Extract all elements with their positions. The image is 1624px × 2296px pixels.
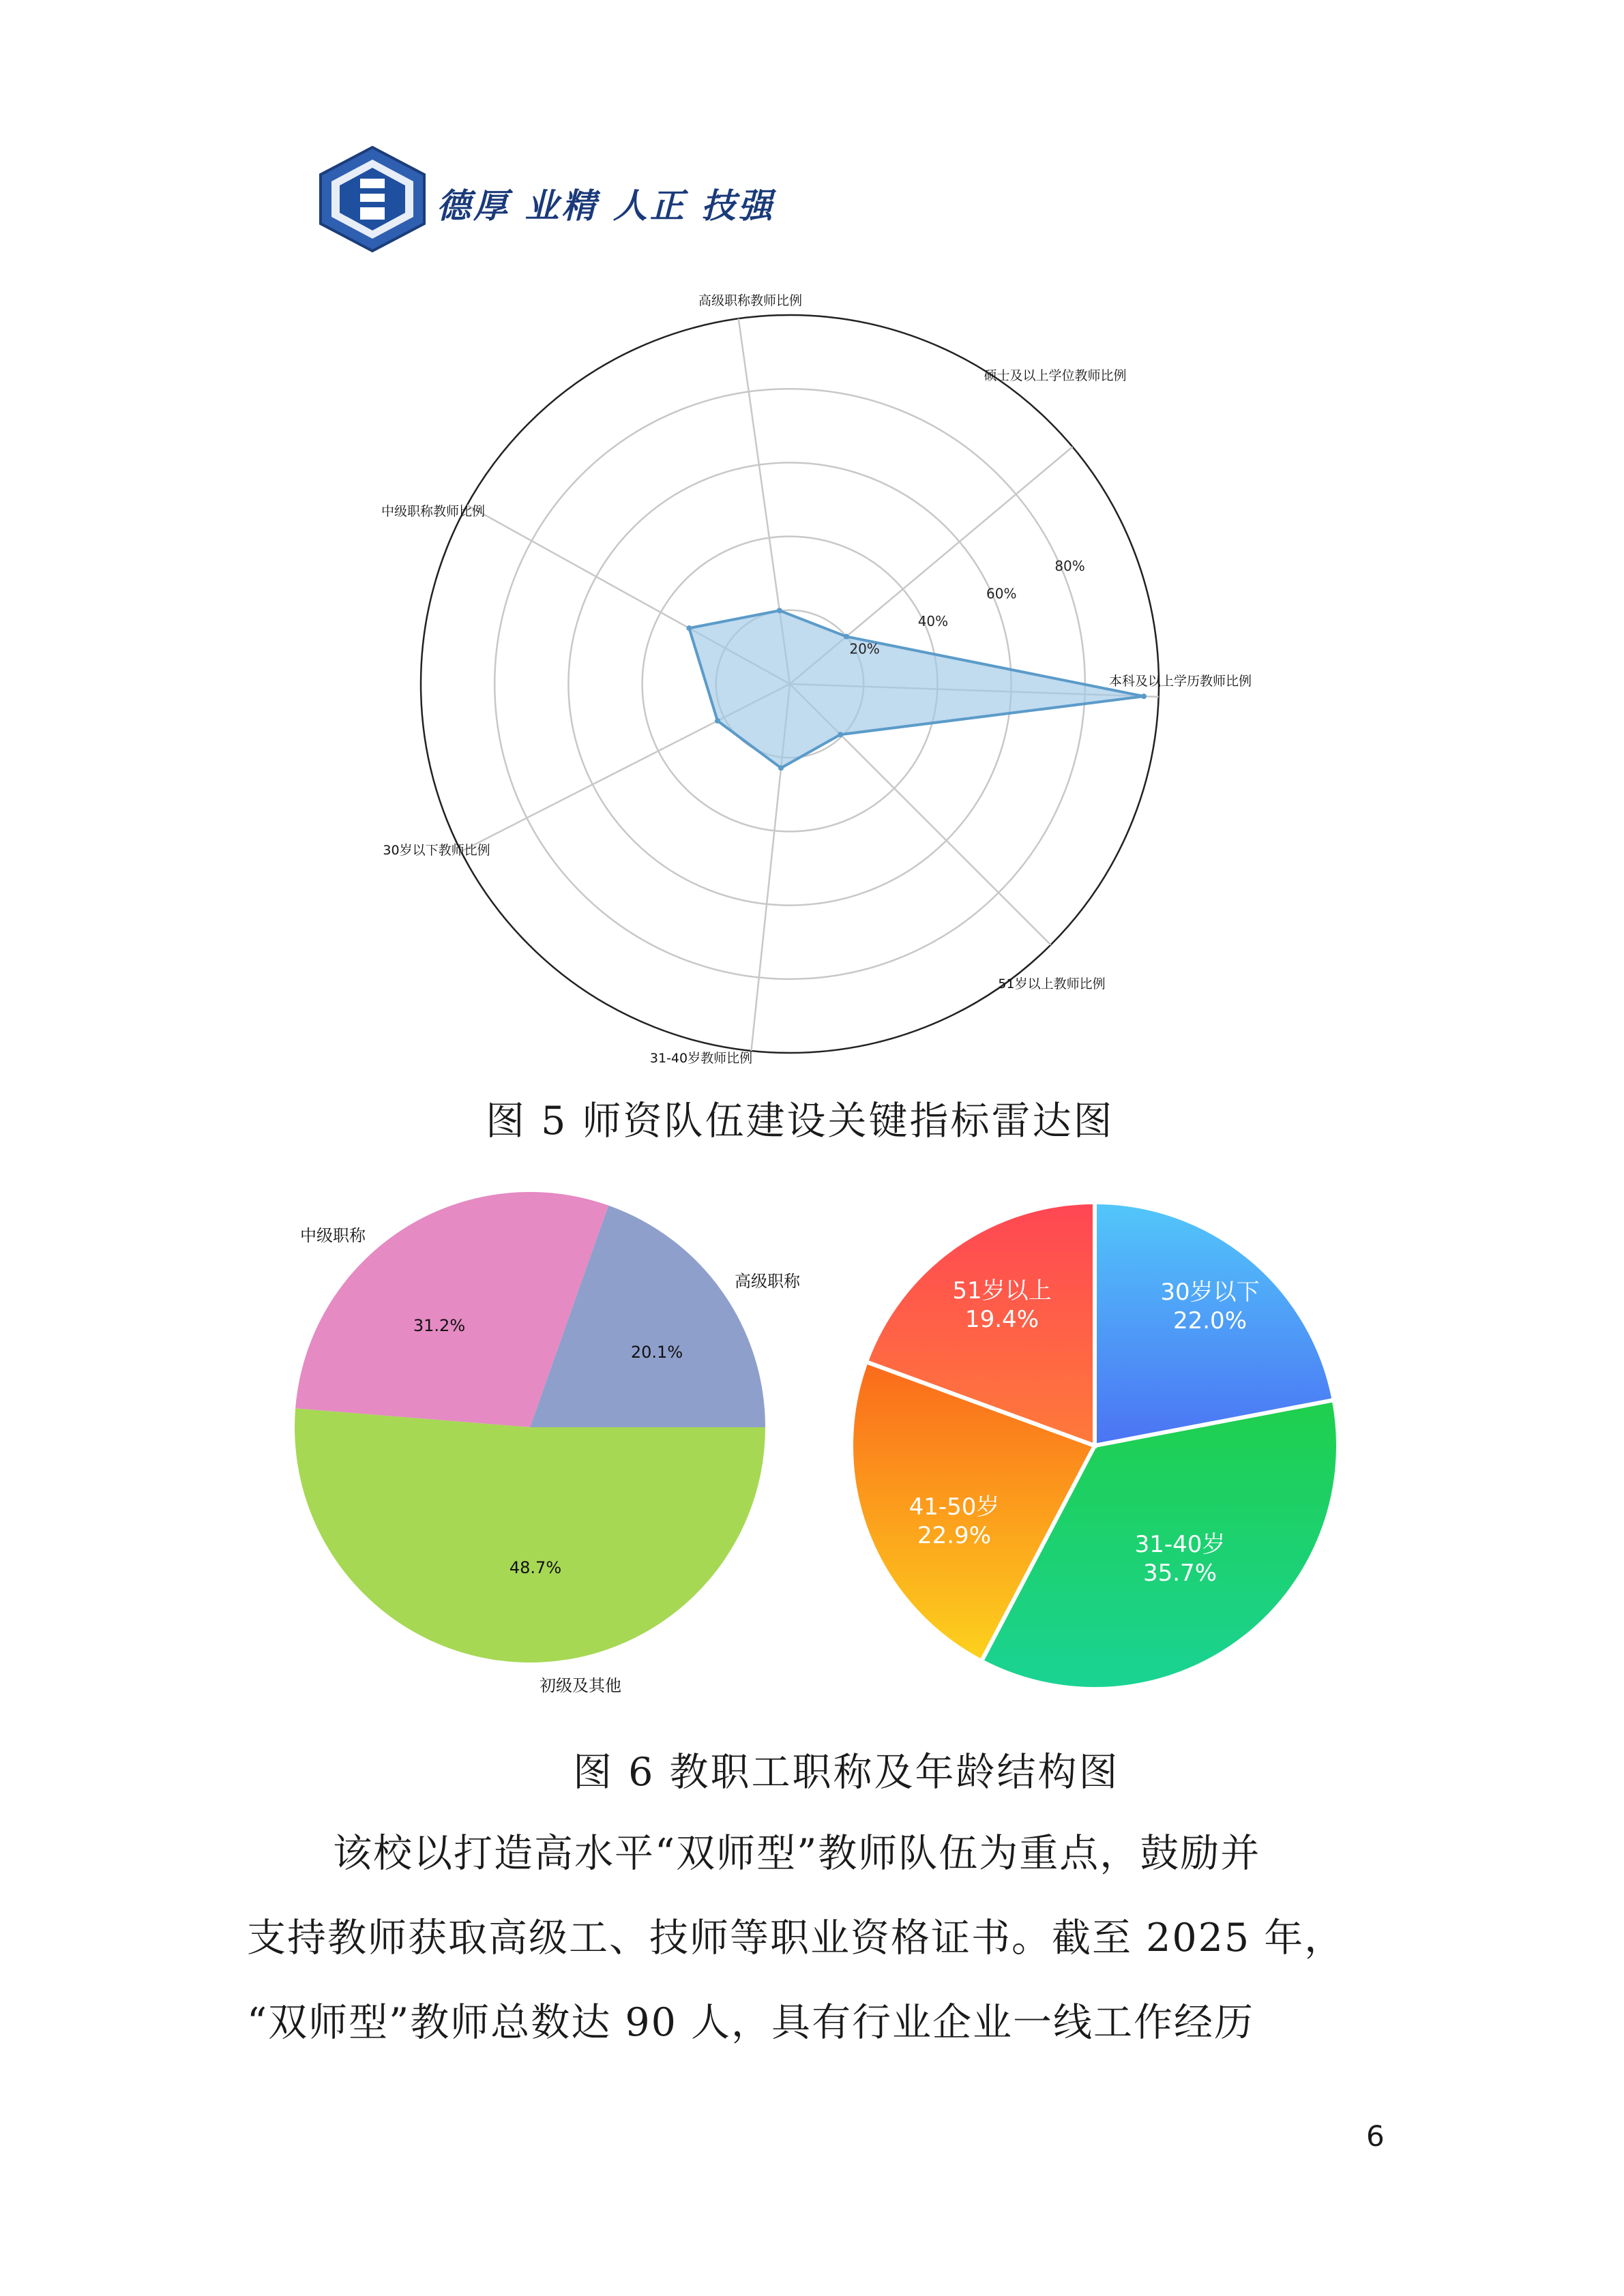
age-pie-category-label: 30岁以下	[1160, 1279, 1260, 1306]
radar-axis-label: 30岁以下教师比例	[383, 843, 490, 858]
radar-axis-label: 本科及以上学历教师比例	[1109, 674, 1252, 689]
radar-axis-label: 31-40岁教师比例	[649, 1051, 753, 1066]
radar-tick-label: 80%	[1054, 558, 1085, 575]
title-pie-category-label: 中级职称	[300, 1226, 366, 1245]
title-pie-value-label: 20.1%	[630, 1343, 683, 1362]
age-pie-category-label: 31-40岁	[1134, 1531, 1226, 1558]
age-pie-value-label: 22.0%	[1172, 1307, 1247, 1335]
age-pie-category-label: 41-50岁	[909, 1493, 1000, 1521]
title-pie-slice-3	[295, 1408, 765, 1663]
body-text-line-1: 该校以打造高水平“双师型”教师队伍为重点，鼓励并	[333, 1831, 1261, 1876]
school-motto: 德厚 业精 人正 技强	[437, 185, 776, 226]
age-pie-value-label: 22.9%	[917, 1522, 992, 1549]
body-text-line-2: 支持教师获取高级工、技师等职业资格证书。截至 2025 年，	[247, 1915, 1345, 1960]
figure-5-caption: 图 5 师资队伍建设关键指标雷达图	[486, 1099, 1114, 1144]
radar-tick-label: 20%	[849, 640, 880, 657]
title-pie-category-label: 初级及其他	[540, 1676, 621, 1695]
title-pie-value-label: 31.2%	[413, 1316, 466, 1335]
age-pie-value-label: 35.7%	[1142, 1560, 1217, 1587]
age-pie-category-label: 51岁以上	[952, 1277, 1052, 1304]
radar-axis-label: 51岁以上教师比例	[998, 976, 1106, 992]
radar-tick-label: 40%	[917, 613, 949, 630]
radar-axis-label: 硕士及以上学位教师比例	[984, 368, 1127, 383]
age-pie-value-label: 19.4%	[964, 1306, 1039, 1333]
body-text-line-3: “双师型”教师总数达 90 人，具有行业企业一线工作经历	[247, 2000, 1255, 2045]
page-number: 6	[1366, 2119, 1385, 2153]
figure-6-caption: 图 6 教职工职称及年龄结构图	[573, 1750, 1120, 1795]
title-pie-value-label: 48.7%	[509, 1558, 562, 1577]
radar-axis-label: 中级职称教师比例	[381, 504, 486, 519]
title-pie-category-label: 高级职称	[735, 1272, 800, 1291]
radar-tick-label: 60%	[986, 585, 1017, 602]
radar-axis-label: 高级职称教师比例	[698, 293, 803, 308]
